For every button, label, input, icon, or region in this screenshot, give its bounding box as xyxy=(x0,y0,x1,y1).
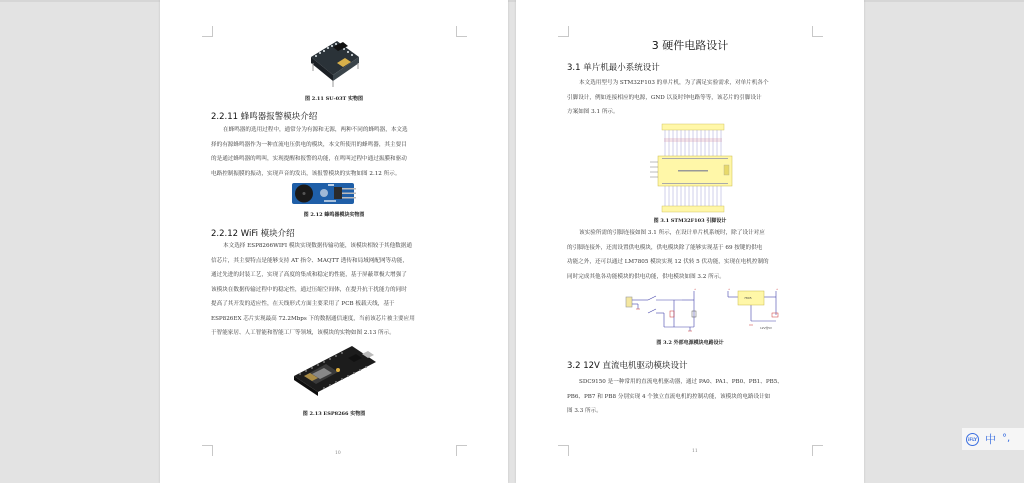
section-heading: 3.2 12V 直流电机驱动模块设计 xyxy=(567,361,688,371)
paragraph-line: 择的有源蜂鸣器作为一种直流电压供电的模块，本文所使用的蜂鸣器，其主要目 xyxy=(211,141,407,148)
ime-toolbar[interactable] xyxy=(962,428,1024,450)
paragraph-motor xyxy=(567,375,825,419)
paragraph-line: 通过先进的封装工艺，实现了高度的集成和稳定的性能，基于屏蔽罩极大增强了 xyxy=(211,272,407,278)
paragraph-line: 电路控制振膜的振动，实现声音的发出，该报警模块的实物如图 2.12 所示。 xyxy=(211,170,401,177)
page-corner-mark xyxy=(558,26,569,37)
paragraph-line: 于智能家居、人工智能和智能工厂等领域，该模块的实物如图 2.13 所示。 xyxy=(211,330,395,336)
top-border xyxy=(0,0,1024,2)
paragraph-line: 在蜂鸣器的选用过程中，通常分为有源和无源，两种不同的蜂鸣器，本文选 xyxy=(223,127,408,133)
paragraph-line: 功能之外，还可以通过 LM7805 模块实现 12 伏转 5 伏功能，实现在电机控制的 xyxy=(567,259,769,265)
figure-caption: 图 2.12 蜂鸣器模块实物图 xyxy=(303,212,365,218)
section-heading: 2.2.12 WiFi 模块介绍 xyxy=(211,229,295,239)
paragraph-line: 的引脚连接外，还需设置供电模块，供电模块除了能够实现基于 69 按键的供电 xyxy=(567,244,763,251)
ime-logo-icon[interactable]: iFLY xyxy=(966,433,979,446)
paragraph-line: 方案如图 3.1 所示。 xyxy=(567,109,619,115)
page-number: 11 xyxy=(692,449,698,454)
page-corner-mark xyxy=(812,26,823,37)
paragraph-line: 图 3.3 所示。 xyxy=(567,408,602,414)
figure-caption: 图 3.2 外部电源模块电路设计 xyxy=(656,340,724,346)
section-heading: 2.2.11 蜂鸣器报警模块介绍 xyxy=(211,112,318,122)
page-corner-mark xyxy=(456,445,467,456)
page-corner-mark xyxy=(558,445,569,456)
paragraph-wifi xyxy=(211,239,469,341)
svg-text:+: + xyxy=(728,288,731,291)
paragraph-line: 提高了其开发的适应性，在天线形式方面主要采用了 PCB 板载天线，基于 xyxy=(211,301,395,307)
paragraph-line: 本文选择 ESP8266WIFI 模块实现数据传输功能，该模块相较于其他数据通 xyxy=(223,243,412,249)
figure-caption: 图 2.11 SU-03T 实物图 xyxy=(304,96,364,102)
paragraph-line: 同时完成其他各功能模块的供电功能，供电模块如图 3.2 所示。 xyxy=(567,273,725,280)
paragraph-line: PB6、PB7 和 PB8 分别实现 4 个独立直流电机的控制功能，该模块的电路设计如 xyxy=(567,393,771,400)
paragraph-buzzer xyxy=(211,123,469,181)
svg-text:+: + xyxy=(694,288,697,291)
figure-caption: 图 3.1 STM32F103 引脚设计 xyxy=(653,218,727,224)
paragraph-line: SDC9150 是一种常用的直流电机驱动器，通过 PA0、PA1、PB0、PB1、PB5、 xyxy=(579,379,783,385)
document-page-10 xyxy=(160,0,508,483)
ime-language-toggle[interactable]: 中 xyxy=(985,433,996,446)
svg-text:7805: 7805 xyxy=(744,296,752,300)
paragraph-mcu xyxy=(567,76,825,120)
figure-caption: 图 2.13 ESP8266 实物图 xyxy=(302,411,366,417)
paragraph-pinout xyxy=(567,226,825,284)
paragraph-line: 的是通过蜂鸣器的鸣叫，实现提醒和报警的功能，在鸣叫过程中通过振膜和驱动 xyxy=(211,156,407,162)
document-page-11 xyxy=(516,0,864,483)
su-03t-module-image xyxy=(303,29,363,89)
power-schematic-image xyxy=(612,287,782,335)
paragraph-line: 引脚设计，例如连接相应的电源，GND 以及时钟电路等等，该芯片的引脚设计 xyxy=(567,94,762,101)
schematic-label-12v-5v: 12V转5V xyxy=(760,326,772,330)
svg-text:+: + xyxy=(776,288,779,291)
page-corner-mark xyxy=(202,445,213,456)
section-heading: 3.1 单片机最小系统设计 xyxy=(567,63,660,73)
page-corner-mark xyxy=(202,26,213,37)
paragraph-line: ESP826EX 芯片实现最高 72.2Mbps 下的数据通信速度，当前该芯片被主要应用 xyxy=(211,315,415,322)
chapter-title: 3 硬件电路设计 xyxy=(651,39,729,52)
page-number: 10 xyxy=(335,451,341,456)
paragraph-line: 本文选用型号为 STM32F103 的单片机，为了满足实验需求，对单片机各个 xyxy=(579,80,769,86)
buzzer-module-image xyxy=(288,181,368,206)
page-corner-mark xyxy=(812,445,823,456)
esp8266-board-image xyxy=(290,342,378,398)
paragraph-line: 该实验所需的引脚连接如图 3.1 所示，在设计单片机系统时，除了设计对应 xyxy=(579,230,765,236)
paragraph-line: 该模块在数据传输过程中的稳定性，通过压缩空间体，在提升抗干扰能力的同时 xyxy=(211,286,407,293)
stm32-schematic-image xyxy=(648,122,738,214)
ime-punctuation-toggle[interactable]: °, xyxy=(1002,433,1011,444)
paragraph-line: 信芯片，其主要特点是能够支持 AT 指令、MAQTT 透传和局域网配网等功能， xyxy=(211,257,408,264)
page-corner-mark xyxy=(456,26,467,37)
